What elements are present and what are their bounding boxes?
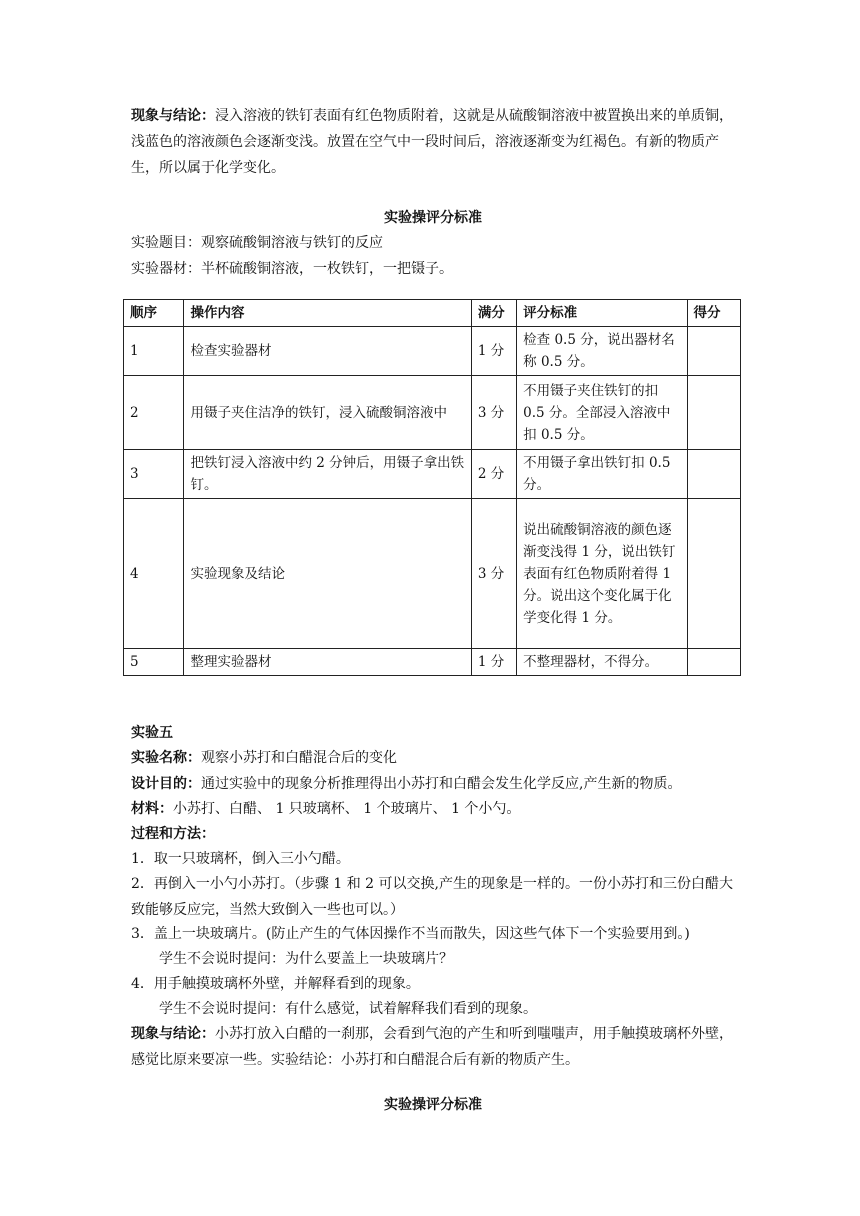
- cell-criteria: 说出硫酸铜溶液的颜色逐渐变浅得 1 分，说出铁钉表面有红色物质附着得 1 分。说出这个变化属于化学变化得 1 分。: [517, 499, 687, 649]
- cell-operation: 实验现象及结论: [184, 499, 471, 649]
- table-row: [124, 450, 741, 499]
- cell-full-score: 1 分: [471, 649, 516, 676]
- cell-operation: 用镊子夹住洁净的铁钉，浸入硫酸铜溶液中: [184, 376, 471, 450]
- exp5-name-text: 观察小苏打和白醋混合后的变化: [201, 750, 397, 766]
- cell-criteria: 不用镊子夹住铁钉的扣 0.5 分。全部浸入溶液中扣 0.5 分。: [517, 376, 687, 450]
- table-row: [124, 327, 741, 376]
- table-row: [124, 376, 741, 450]
- exp4-topic: 实验题目：观察硫酸铜溶液与铁钉的反应: [131, 235, 383, 251]
- exp4-score-title: 实验操评分标准: [384, 210, 482, 226]
- cell-score: [687, 376, 740, 450]
- table-row: [124, 499, 741, 649]
- cell-operation: 检查实验器材: [184, 327, 471, 376]
- exp5-step4-question: 学生不会说时提问：有什么感觉，试着解释我们看到的现象。: [159, 1001, 537, 1017]
- exp5-heading: 实验五: [131, 725, 173, 741]
- cell-order: 4: [124, 499, 184, 649]
- cell-operation: 整理实验器材: [184, 649, 471, 676]
- header-criteria: 评分标准: [517, 300, 687, 327]
- cell-full-score: 1 分: [471, 327, 516, 376]
- cell-operation: 把铁钉浸入溶液中约 2 分钟后，用镊子拿出铁钉。: [184, 450, 471, 499]
- exp5-purpose: [131, 771, 751, 797]
- cell-score: [687, 649, 740, 676]
- table-header-row: [124, 300, 741, 327]
- exp5-step2: 2．再倒入一小勺小苏打。（步骤 1 和 2 可以交换,产生的现象是一样的。一份小苏打和三份白醋大致能够反应完，当然大致倒入一些也可以。）: [131, 876, 733, 918]
- exp5-step4: 4．用手触摸玻璃杯外壁，并解释看到的现象。: [131, 976, 420, 992]
- cell-score: [687, 499, 740, 649]
- phenomenon-label: 现象与结论：: [131, 108, 215, 124]
- exp5-name: [131, 745, 735, 771]
- exp5-phenomenon-label: 现象与结论：: [131, 1026, 215, 1042]
- table-row: [124, 649, 741, 676]
- phenomenon-text: 浸入溶液的铁钉表面有红色物质附着，这就是从硫酸铜溶液中被置换出来的单质铜，浅蓝色的溶液颜色会逐渐变浅。放置在空气中一段时间后，溶液逐渐变为红褐色。有新的物质产生，所以属于化学变化。: [131, 108, 733, 176]
- exp5-materials-label: 材料：: [131, 801, 173, 817]
- cell-order: 3: [124, 450, 184, 499]
- exp5-phenomenon-text: 小苏打放入白醋的一刹那，会看到气泡的产生和听到嗤嗤声，用手触摸玻璃杯外壁，感觉比原来要凉一些。实验结论：小苏打和白醋混合后有新的物质产生。: [131, 1026, 733, 1068]
- cell-criteria: 不整理器材，不得分。: [517, 649, 687, 676]
- exp4-equipment: 实验器材：半杯硫酸铜溶液，一枚铁钉，一把镊子。: [131, 261, 453, 277]
- exp5-purpose-text: 通过实验中的现象分析推理得出小苏打和白醋会发生化学反应,产生新的物质。: [201, 776, 682, 792]
- cell-score: [687, 327, 740, 376]
- score-table: [123, 299, 741, 676]
- cell-full-score: 2 分: [471, 450, 516, 499]
- exp4-phenomenon: [131, 103, 735, 181]
- header-score: 得分: [687, 300, 740, 327]
- cell-order: 5: [124, 649, 184, 676]
- exp5-step1: 1．取一只玻璃杯，倒入三小勺醋。: [131, 851, 350, 867]
- exp5-materials: [131, 796, 735, 822]
- cell-full-score: 3 分: [471, 499, 516, 649]
- cell-order: 1: [124, 327, 184, 376]
- header-operation: 操作内容: [184, 300, 471, 327]
- exp5-process-label: 过程和方法：: [131, 826, 215, 842]
- header-order: 顺序: [124, 300, 184, 327]
- cell-criteria: 不用镊子拿出铁钉扣 0.5 分。: [517, 450, 687, 499]
- exp5-step3-question: 学生不会说时提问：为什么要盖上一块玻璃片？: [159, 951, 453, 967]
- exp5-materials-text: 小苏打、白醋、 1 只玻璃杯、 1 个玻璃片、 1 个小勺。: [173, 801, 521, 817]
- cell-criteria: 检查 0.5 分，说出器材名称 0.5 分。: [517, 327, 687, 376]
- exp5-purpose-label: 设计目的：: [131, 776, 201, 792]
- exp5-phenomenon: [131, 1021, 735, 1073]
- header-full-score: 满分: [471, 300, 516, 327]
- cell-order: 2: [124, 376, 184, 450]
- exp5-step3: 3．盖上一块玻璃片。(防止产生的气体因操作不当而散失，因这些气体下一个实验要用到。): [131, 926, 690, 942]
- exp5-score-title: 实验操评分标准: [384, 1097, 482, 1113]
- cell-score: [687, 450, 740, 499]
- cell-full-score: 3 分: [471, 376, 516, 450]
- exp5-name-label: 实验名称：: [131, 750, 201, 766]
